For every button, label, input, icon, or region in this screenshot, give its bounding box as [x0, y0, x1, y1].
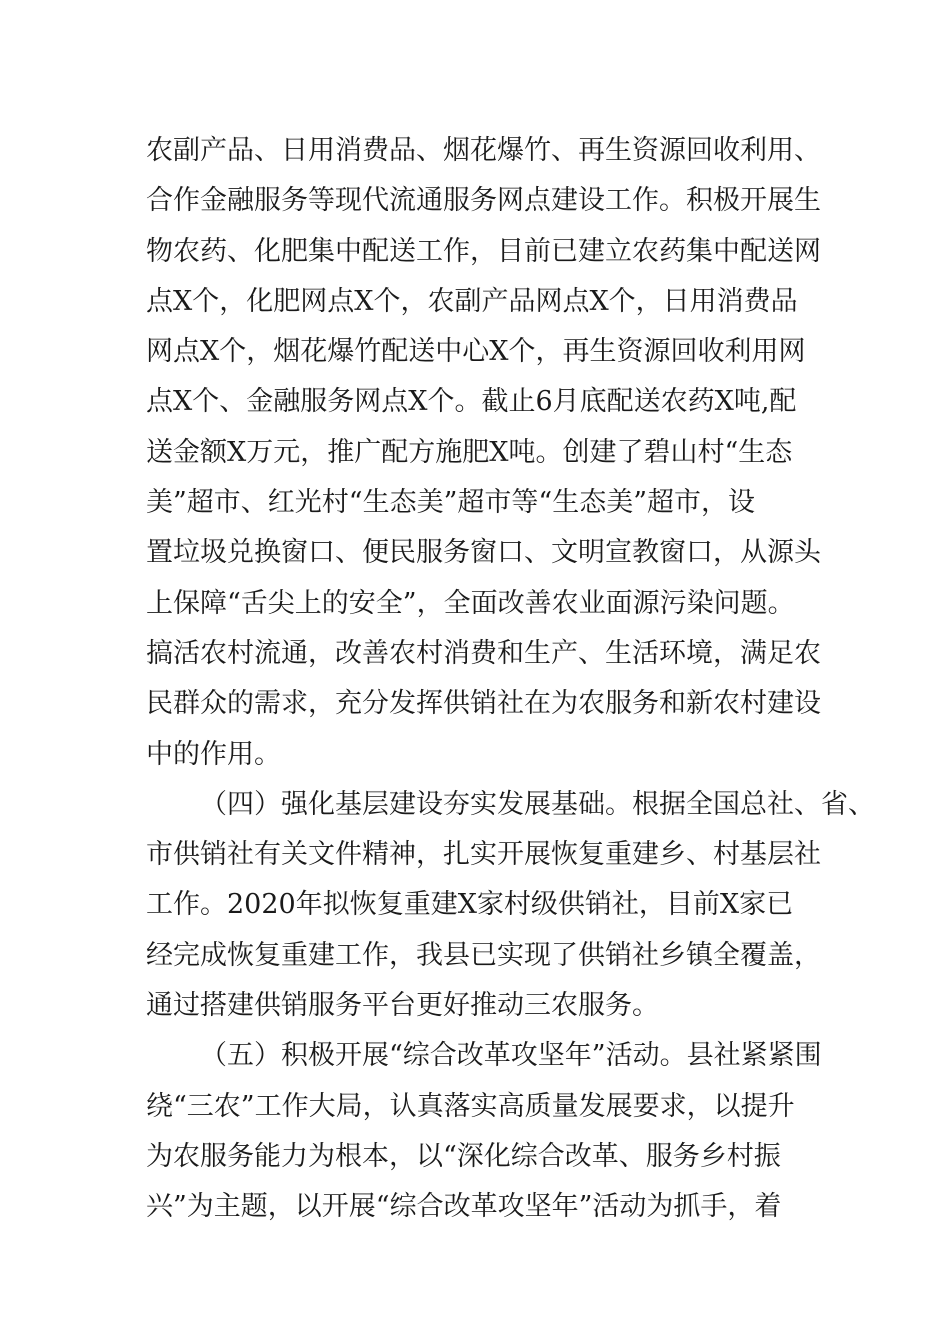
- text-line: 物农药、化肥集中配送工作，目前已建立农药集中配送网: [146, 235, 821, 267]
- text-line: 中的作用。: [146, 738, 281, 770]
- text-line: 送金额X万元，推广配方施肥X吨。创建了碧山村“生态: [146, 436, 793, 468]
- text-line: 农副产品、日用消费品、烟花爆竹、再生资源回收利用、: [146, 135, 821, 166]
- text-line: 上保障“舌尖上的安全”，全面改善农业面源污染问题。: [146, 587, 795, 619]
- text-line: 网点X个，烟花爆竹配送中心X个，再生资源回收利用网: [146, 336, 806, 368]
- text-line: 工作。2020年拟恢复重建X家村级供销社，目前X家已: [146, 889, 794, 921]
- body-text: [146, 126, 875, 1233]
- text-line: 市供销社有关文件精神，扎实开展恢复重建乡、村基层社: [146, 839, 821, 871]
- text-line: 绕“三农”工作大局，认真落实高质量发展要求，以提升: [146, 1090, 795, 1122]
- text-line: 点X个，化肥网点X个，农副产品网点X个，日用消费品: [146, 285, 798, 317]
- paragraph-start-line: （四）强化基层建设夯实发展基础。根据全国总社、省、: [200, 788, 875, 820]
- paragraph-start-line: （五）积极开展“综合改革攻坚年”活动。县社紧紧围: [200, 1040, 822, 1072]
- text-line: 为农服务能力为根本，以“深化综合改革、服务乡村振: [146, 1140, 781, 1172]
- text-line: 置垃圾兑换窗口、便民服务窗口、文明宣教窗口，从源头: [146, 537, 821, 569]
- text-line: 通过搭建供销服务平台更好推动三农服务。: [146, 990, 659, 1022]
- text-line: 美”超市、红光村“生态美”超市等“生态美”超市，设: [146, 487, 756, 519]
- text-line: 经完成恢复重建工作，我县已实现了供销社乡镇全覆盖，: [146, 939, 821, 971]
- text-line: 民群众的需求，充分发挥供销社在为农服务和新农村建设: [146, 688, 821, 720]
- text-line: 点X个、金融服务网点X个。截止6月底配送农药X吨,配: [146, 386, 797, 418]
- text-line: 搞活农村流通，改善农村消费和生产、生活环境，满足农: [146, 637, 821, 669]
- text-line: 合作金融服务等现代流通服务网点建设工作。积极开展生: [146, 185, 821, 217]
- text-line: 兴”为主题，以开展“综合改革攻坚年”活动为抓手，着: [146, 1191, 782, 1223]
